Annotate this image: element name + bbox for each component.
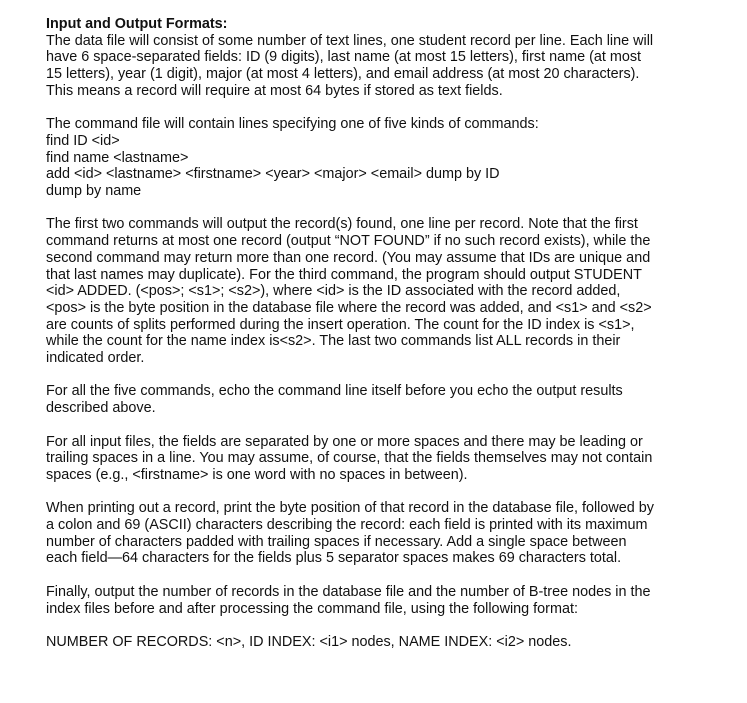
text-line: The data file will consist of some number of text lines, one student record per line. Each line will <box>46 32 654 49</box>
text-line: When printing out a record, print the byte position of that record in the database file, followed by <box>46 500 654 517</box>
text-line: This means a record will require at most 64 bytes if stored as text fields. <box>46 82 503 99</box>
text-line: described above. <box>46 400 156 417</box>
paragraph-record-printing <box>46 500 686 567</box>
section-heading: Input and Output Formats: <box>46 16 228 32</box>
output-format-line: NUMBER OF RECORDS: <n>, ID INDEX: <i1> nodes, NAME INDEX: <i2> nodes. <box>46 633 572 650</box>
text-line: each field—64 characters for the fields plus 5 separator spaces makes 69 characters total. <box>46 550 622 567</box>
paragraph-commands <box>46 116 686 200</box>
command-line: find ID <id> <box>46 132 120 149</box>
text-line: For all the five commands, echo the command line itself before you echo the output results <box>46 383 623 400</box>
text-line: a colon and 69 (ASCII) characters describing the record: each field is printed with its maximum <box>46 517 648 534</box>
command-line: add <id> <lastname> <firstname> <year> <major> <email> dump by ID <box>46 166 500 183</box>
text-line: <pos> is the byte position in the database file where the record was added, and <s1> and <s2> <box>46 299 652 316</box>
text-line: Finally, output the number of records in the database file and the number of B-tree nodes in the <box>46 583 651 600</box>
text-line: For all input files, the fields are separated by one or more spaces and there may be leading or <box>46 433 643 450</box>
text-line: index files before and after processing the command file, using the following format: <box>46 600 578 617</box>
paragraph-data-file <box>46 33 686 100</box>
text-line: are counts of splits performed during the insert operation. The count for the ID index is <s1>, <box>46 316 635 333</box>
text-line: <id> ADDED. (<pos>; <s1>; <s2>), where <id> is the ID associated with the record added, <box>46 283 621 300</box>
text-line: 15 letters), year (1 digit), major (at most 4 letters), and email address (at most 20 characters). <box>46 66 640 83</box>
text-line: have 6 space-separated fields: ID (9 digits), last name (at most 15 letters), first name (at most <box>46 49 642 66</box>
text-line: second command may return more than one record. (You may assume that IDs are unique and <box>46 249 651 266</box>
text-line: spaces (e.g., <firstname> is one word with no spaces in between). <box>46 466 468 483</box>
paragraph-input-files <box>46 434 686 484</box>
text-line: that last names may duplicate). For the third command, the program should output STUDENT <box>46 266 642 283</box>
text-line: indicated order. <box>46 350 145 367</box>
command-line: dump by name <box>46 183 142 200</box>
text-line: while the count for the name index is<s2>. The last two commands list ALL records in their <box>46 333 621 350</box>
paragraph-command-output <box>46 216 686 366</box>
text-line: The first two commands will output the record(s) found, one line per record. Note that the first <box>46 216 638 233</box>
text-line: number of characters padded with trailing spaces if necessary. Add a single space between <box>46 533 627 550</box>
text-line: trailing spaces in a line. You may assume, of course, that the fields themselves may not contain <box>46 450 653 467</box>
command-line: find name <lastname> <box>46 149 189 166</box>
paragraph-final-output <box>46 584 686 617</box>
text-line: command returns at most one record (output “NOT FOUND” if no such record exists), while the <box>46 233 651 250</box>
document-body <box>46 16 686 667</box>
text-line: The command file will contain lines specifying one of five kinds of commands: <box>46 116 539 133</box>
paragraph-echo <box>46 383 686 416</box>
paragraph-output-format <box>46 634 686 651</box>
